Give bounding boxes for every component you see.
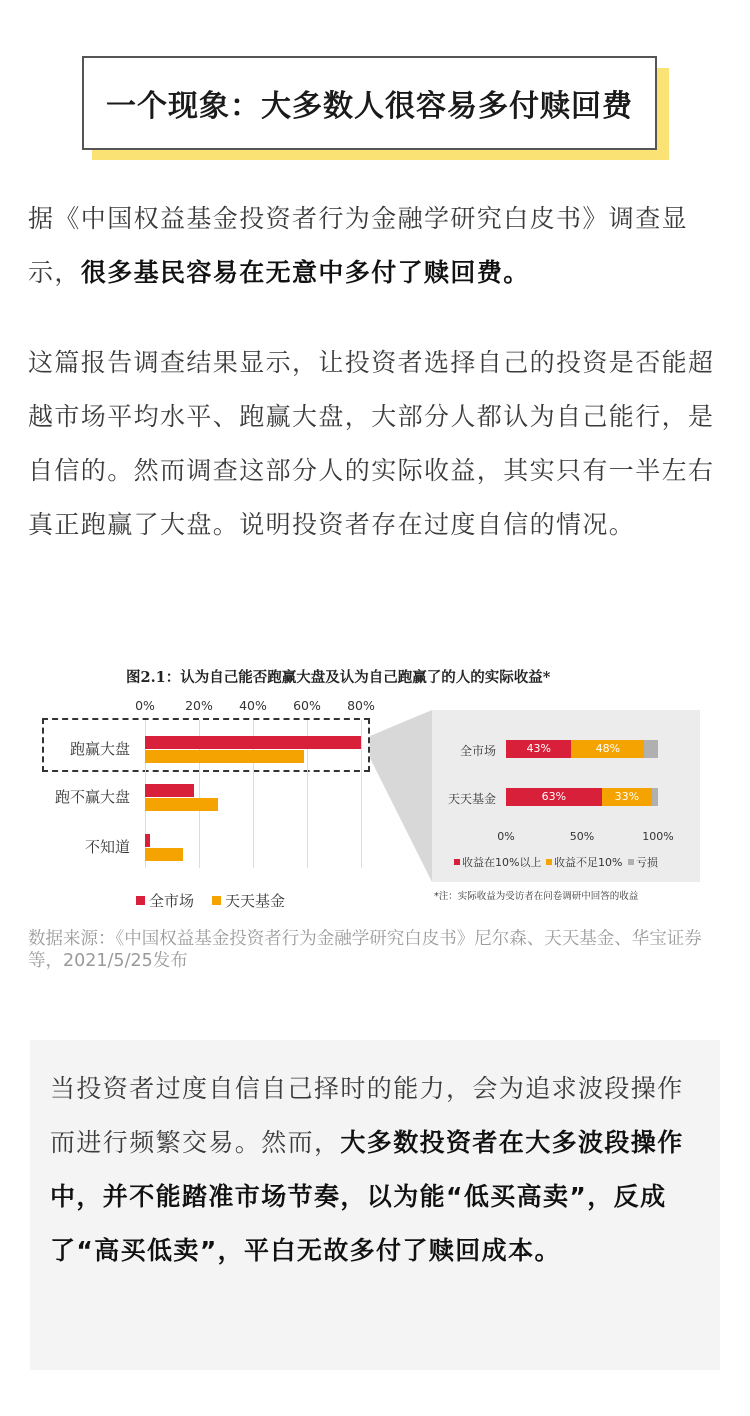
intro-text: 据《中国权益基金投资者行为金融学研究白皮书》调查显示，: [28, 204, 689, 287]
highlight-text: 当投资者过度自信自己择时的能力，会为追求波段操作而进行频繁交易。然而，: [50, 1074, 684, 1157]
stacked-segment: 48%: [571, 740, 644, 758]
survey-paragraph: 这篇报告调查结果显示，让投资者选择自己的投资是否能超越市场平均水平、跑赢大盘，大部分人都认为自己能行，是自信的。然而调查这部分人的实际收益，其实只有一半左右真正跑赢了大盘。说明投资者存在过度自信的情况。: [28, 348, 715, 539]
inset-category-label: 天天基金: [447, 792, 496, 806]
legend-label: 全市场: [149, 892, 195, 910]
inset-x-tick-label: 100%: [642, 830, 674, 843]
bar-tiantian: [145, 848, 183, 861]
inset-legend-label: 收益不足10%: [554, 856, 623, 869]
stacked-segment: [644, 740, 658, 758]
inset-x-tick-label: 0%: [497, 830, 515, 843]
inset-legend-item: [546, 854, 622, 870]
highlight-box: [30, 1040, 720, 1370]
stacked-segment: 43%: [506, 740, 571, 758]
category-label: 不知道: [84, 838, 130, 856]
bar-tiantian: [145, 750, 304, 763]
inset-stacked-chart: [432, 710, 700, 882]
gridline: [361, 720, 362, 868]
legend-label: 天天基金: [225, 892, 286, 910]
page-title: 一个现象：大多数人很容易多付赎回费: [106, 89, 633, 124]
legend-item: [212, 890, 285, 911]
figure: [0, 650, 750, 910]
inset-category-label: 全市场: [459, 744, 496, 758]
bar-all-market: [145, 834, 150, 847]
stacked-segment: 33%: [602, 788, 652, 806]
intro-paragraph: [28, 192, 722, 300]
figure-note: *注：实际收益为受访者在问卷调研中回答的收益: [434, 891, 639, 902]
bar-all-market: [145, 736, 361, 749]
category-label: 跑赢大盘: [69, 740, 130, 758]
legend-item: [136, 890, 194, 911]
highlight-paragraph: [50, 1062, 706, 1278]
inset-legend-label: 亏损: [636, 856, 658, 869]
bar-tiantian: [145, 798, 218, 811]
data-source: 数据来源：《中国权益基金投资者行为金融学研究白皮书》尼尔森、天天基金、华宝证券等，2021/5/25发布: [28, 929, 702, 971]
inset-legend-item: [454, 854, 541, 870]
category-label: 跑不赢大盘: [54, 788, 130, 806]
x-tick-label: 40%: [239, 698, 267, 713]
legend-swatch: [136, 896, 145, 905]
stacked-segment: [652, 788, 658, 806]
x-tick-label: 0%: [135, 698, 155, 713]
bar-all-market: [145, 784, 194, 797]
legend-swatch: [212, 896, 221, 905]
x-tick-label: 20%: [185, 698, 213, 713]
inset-legend-label: 收益在10%以上: [462, 856, 542, 869]
inset-legend-item: [628, 854, 658, 870]
inset-x-tick-label: 50%: [569, 830, 595, 843]
x-tick-label: 60%: [293, 698, 321, 713]
inset-legend-swatch: [628, 859, 634, 865]
inset-legend-swatch: [454, 859, 460, 865]
inset-legend-swatch: [546, 859, 552, 865]
highlight-emphasis: 大多数投资者在大多波段操作中，并不能踏准市场节奏，以为能“低买高卖”，反成了“高买低卖”，平白无故多付了赎回成本。: [50, 1128, 684, 1265]
stacked-segment: 63%: [506, 788, 602, 806]
title-box: [82, 56, 657, 150]
intro-emphasis: 很多基民容易在无意中多付了赎回费。: [80, 258, 530, 287]
x-tick-label: 80%: [347, 698, 375, 713]
figure-title: 图2.1：认为自己能否跑赢大盘及认为自己跑赢了的人的实际收益*: [126, 669, 551, 686]
